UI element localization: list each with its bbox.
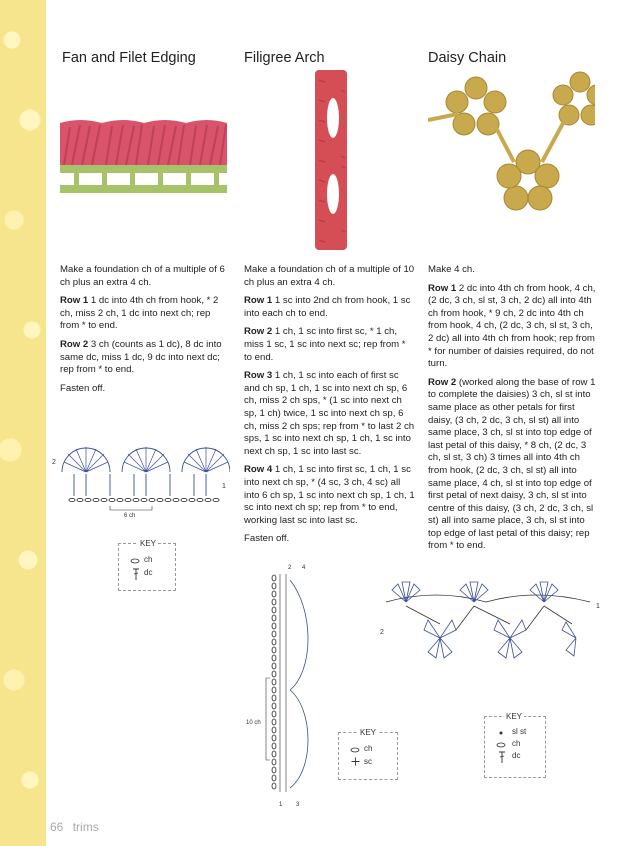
daisy-chain-photo <box>428 70 595 215</box>
fan-row-right-label: 1 <box>222 483 226 490</box>
daisy-row-left-label: 2 <box>380 629 384 636</box>
filigree-key-sc-label: sc <box>364 757 372 766</box>
fan-row2: Row 2 3 ch (counts as 1 dc), 8 dc into same dc, miss 1 dc, 9 dc into next dc; rep from * to end. <box>60 338 222 376</box>
filigree-key-ch-icon <box>350 746 360 755</box>
filigree-arch-photo <box>311 70 351 250</box>
daisy-key-dc-label: dc <box>512 751 521 760</box>
fan-key-ch-label: ch <box>144 555 153 564</box>
filigree-key-heading: KEY <box>360 728 377 737</box>
filigree-repeat-label: 10 ch <box>246 720 261 726</box>
fan-edging-photo <box>60 117 227 197</box>
daisy-key-ch-label: ch <box>512 739 521 748</box>
floral-side-border <box>0 0 46 846</box>
daisy-title: Daisy Chain <box>428 50 507 66</box>
daisy-row-right-label: 1 <box>596 603 600 610</box>
filigree-instructions <box>244 264 416 552</box>
filigree-top-label-a: 2 <box>288 565 292 571</box>
fan-chart-diagram <box>50 440 230 520</box>
section-name: trims <box>72 820 99 834</box>
fan-fasten: Fasten off. <box>60 382 106 394</box>
fan-repeat-label: 6 ch <box>124 513 136 519</box>
filigree-top-label-b: 4 <box>302 565 306 571</box>
daisy-key-dc-icon <box>498 750 506 766</box>
filigree-fasten: Fasten off. <box>244 533 290 545</box>
page-number: 66 <box>50 820 64 834</box>
fan-key-dc-label: dc <box>144 568 153 577</box>
page-footer <box>50 820 99 834</box>
fan-key-dc-icon <box>132 567 140 583</box>
daisy-row2: Row 2 (worked along the base of row 1 to complete the daisies) 3 ch, sl st into same place as other petals for first daisy, (3 ch, 2 dc, 3 ch, sl st) all into same place, 3 ch, sl st into top edge of last petal of this daisy, * 8 ch, (2 dc, 3 ch, sl st, 3 ch) 3 times all into 4th ch from hook, (2 dc, 3 ch, sl st) all into same place, 4 ch, sl st into top edge of first petal of next daisy, 3 ch, sl st into centre of this daisy, (3 ch, 2 dc, 3 ch, sl st) all into same place, 3 ch, sl st into top edge of last petal of this daisy; rep from * to end. <box>428 376 596 552</box>
daisy-row1: Row 1 2 dc into 4th ch from hook, 4 ch, (2 dc, 3 ch, sl st, 3 ch, 2 dc) all into 4th ch from hook, * 9 ch, 2 dc into 4th ch from hook, 4 ch, (2 dc, 3 ch, sl st, 3 ch, 2 dc) all into 4th ch from hook; rep from * for number of daisies required, do not turn. <box>428 282 596 370</box>
filigree-key-sc-icon <box>351 757 360 768</box>
filigree-row1: Row 1 1 sc into 2nd ch from hook, 1 sc into each ch to end. <box>244 295 411 319</box>
daisy-intro: Make 4 ch. <box>428 264 475 275</box>
daisy-key-heading: KEY <box>506 712 523 721</box>
filigree-row4: Row 4 1 ch, 1 sc into first sc, 1 ch, 1 sc into next ch sp, * (4 sc, 3 ch, 4 sc) all into 6 ch sp, 1 sc into next ch sp, 1 ch, 1 sc into next ch sp; rep from * to end, working last sc into last sc. <box>244 464 415 526</box>
filigree-row3: Row 3 1 ch, 1 sc into each of first sc and ch sp, 1 ch, 1 sc into next ch sp, 6 ch, miss 2 ch sps, * (1 sc into next ch sp, 1 ch) twice, 1 sc into next ch sp, 6 ch, miss 2 ch sps; rep from * to last 2 ch sps, 1 sc into next ch sp, 1 ch, 1 sc into next ch sp, 1 sc into last sc. <box>244 370 415 457</box>
daisy-key-slst-label: sl st <box>512 727 527 736</box>
filigree-key <box>338 728 398 778</box>
fan-key-ch-icon <box>130 557 140 566</box>
daisy-chart-diagram <box>376 580 606 680</box>
filigree-title: Filigree Arch <box>244 50 325 66</box>
fan-title: Fan and Filet Edging <box>62 50 196 66</box>
filigree-bottom-label-a: 1 <box>279 802 283 808</box>
filigree-chart-diagram <box>244 560 334 810</box>
daisy-key <box>484 712 546 778</box>
fan-row1: Row 1 1 dc into 4th ch from hook, * 2 ch, miss 2 ch, 1 dc into next ch; rep from * to end. <box>60 295 219 332</box>
filigree-row2: Row 2 1 ch, 1 sc into first sc, * 1 ch, miss 1 sc, 1 sc into next sc; rep from * to end. <box>244 326 406 363</box>
fan-key-heading: KEY <box>140 539 157 548</box>
filigree-key-ch-label: ch <box>364 744 373 753</box>
daisy-instructions <box>428 264 598 559</box>
filigree-intro: Make a foundation ch of a multiple of 10 ch plus an extra 4 ch. <box>244 264 415 288</box>
filigree-bottom-label-b: 3 <box>296 802 300 808</box>
fan-instructions <box>60 264 232 401</box>
fan-row-left-label: 2 <box>52 459 56 466</box>
daisy-key-slst-icon <box>498 729 504 738</box>
fan-key <box>118 539 176 589</box>
daisy-key-ch-icon <box>496 741 506 750</box>
fan-intro: Make a foundation ch of a multiple of 6 ch plus an extra 4 ch. <box>60 264 225 288</box>
